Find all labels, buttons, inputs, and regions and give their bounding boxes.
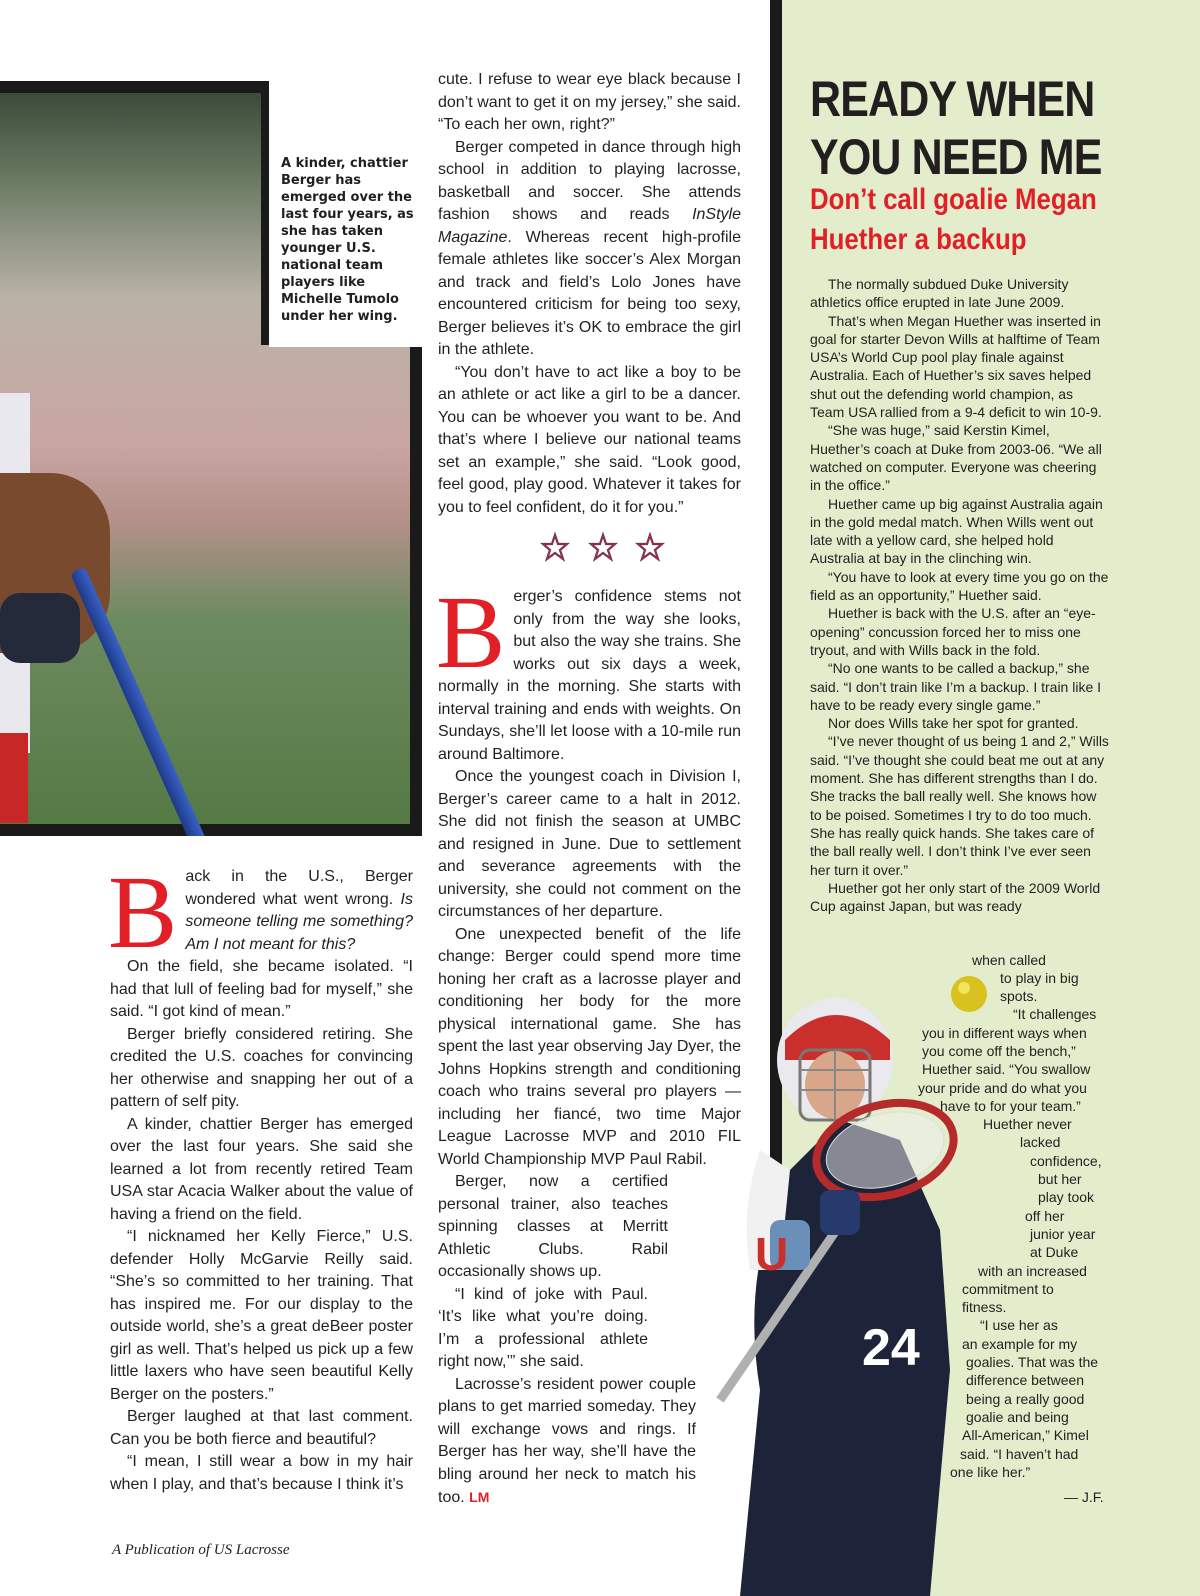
sidebar-paragraph: That’s when Megan Huether was inserted in goal for starter Devon Wills at halftime of Team USA’s World Cup pool play finale against Australia. Each of Huether’s six saves helped shut out the defending world champion, as Team USA rallied from a 9-4 deficit to win 10-9. (810, 312, 1102, 421)
sidebar-body (810, 275, 1110, 915)
wrap-line: lacked (1020, 1134, 1061, 1150)
wrap-line: confidence, (1030, 1153, 1102, 1169)
paragraph-text: . Whereas recent high-profile female athletes like soccer’s Alex Morgan and track and field’s Lolo Jones have encountered criticism for being too sexy, Berger believes it’s OK to embrace the girl in the athlete. (438, 228, 741, 358)
wrap-line: goalies. That was the (966, 1354, 1099, 1370)
wrap-line: with an increased (978, 1263, 1087, 1279)
paragraph: Berger briefly considered retiring. She credited the U.S. coaches for convincing her otherwise and snapping her out of a pattern of self pity. (110, 1025, 413, 1110)
article-column-middle-bottom (436, 575, 741, 1510)
wrap-line: difference between (966, 1372, 1085, 1388)
paragraph: Once the youngest coach in Division I, Berger’s career came to a halt in 2012. She did not finish the season at UMBC and resigned in June. Due to settlement and severance agreements with the university, she could not comment on the circumstances of her departure. (438, 768, 741, 920)
sidebar-paragraph: Huether got her only start of the 2009 World Cup against Japan, but was ready (810, 879, 1101, 915)
wrap-line: said. “I haven’t had (960, 1446, 1079, 1462)
paragraph (438, 137, 741, 362)
paragraph-text: Berger competed in dance through high school in addition to playing lacrosse, basketball and soccer. She attends fashion shows and reads (438, 138, 741, 223)
drop-cap: B (436, 575, 506, 690)
wrap-line: off her (1025, 1208, 1065, 1224)
wrap-line: an example for my (962, 1336, 1078, 1352)
player-shorts (0, 733, 28, 823)
paragraph: “I nicknamed her Kelly Fierce,” U.S. defender Holly McGarvie Reilly said. “She’s so committed to her training. That has inspired me. For our display to the outside world, she’s a great deBeer poster girl as well. That’s helped us pick up a few little laxers who have seen beautiful Kelly Berger on the posters.” (110, 1228, 413, 1403)
paragraph: One unexpected benefit of the life change: Berger could spend more time honing her craft as a lacrosse player and conditioning her body for the more physical international game. She has spent the last year observing Jay Dyer, the Johns Hopkins strength and conditioning coach who trains several pro players — including her fiancé, two time Major League Lacrosse MVP and 2010 FIL World Championship MVP Paul Rabil. (438, 925, 741, 1168)
wrap-line: Huether said. “You swallow (922, 1061, 1091, 1077)
wrap-line: “I use her as (980, 1317, 1058, 1333)
paragraph: “I mean, I still wear a bow in my hair when I play, and that’s because I think it’s (110, 1453, 413, 1493)
paragraph (436, 575, 741, 766)
drop-cap: B (108, 855, 178, 970)
article-column-middle-top (438, 69, 741, 519)
italic-text: InStyle Magazine (438, 206, 741, 246)
wrap-line: when called (972, 952, 1046, 968)
article-column-left (108, 855, 413, 1496)
paragraph: “I kind of joke with Paul. ‘It’s like what you’re doing. I’m a professional athlete right now,’” she said. (438, 1285, 648, 1370)
lacrosse-ball-icon (950, 975, 988, 1013)
paragraph: Berger, now a certified personal trainer, also teaches spinning classes at Merritt Athletic Clubs. Rabil occasionally shows up. (438, 1173, 668, 1280)
sidebar-byline: — J.F. (1064, 1489, 1104, 1505)
wrap-line: goalie and being (966, 1409, 1069, 1425)
lacrosse-stick (70, 566, 223, 836)
italic-text: Is someone telling me something? Am I not meant for this? (185, 890, 413, 953)
paragraph: “You don’t have to act like a boy to be an athlete or act like a girl to be a dancer. You can be whoever you want to be. And that’s where I believe our national teams set an example,” she said. “Look good, feel good, play good. Whatever it takes for you to feel confident, do it for you.” (438, 363, 741, 516)
sidebar-headline: READY WHEN YOU NEED ME (810, 71, 1102, 185)
paragraph: cute. I refuse to wear eye black because I don’t want to get it on my jersey,” she said. “To each her own, right?” (438, 71, 741, 133)
sidebar-paragraph: “No one wants to be called a backup,” she said. “I don’t train like I’m a backup. I train like I have to be ready every single game.” (810, 660, 1102, 713)
sidebar-paragraph: Huether came up big against Australia again in the gold medal match. When Wills went out late with a yellow card, she helped hold Australia at bay in the clinching win. (810, 495, 1103, 567)
sidebar-paragraph: “I’ve never thought of us being 1 and 2,” Wills said. “I’ve thought she could beat me out at any moment. She has different strengths than I do. She tracks the ball really well. She knows how to be poised. Sometimes I try to do too much. She has really quick hands. She takes care of the ball really well. I don’t think I’ve ever seen her turn it over.” (810, 733, 1109, 878)
sidebar-paragraph: The normally subdued Duke University athletics office erupted in late June 2009. (810, 276, 1069, 311)
wrap-line: but her (1038, 1171, 1082, 1187)
paragraph (108, 855, 413, 970)
wrap-line: to play in big (1000, 970, 1079, 986)
wrap-line: junior year (1030, 1226, 1096, 1242)
wrap-line: your pride and do what you (918, 1080, 1087, 1096)
paragraph: A kinder, chattier Berger has emerged over the last four years. She said she learned a lot from recently retired Team USA star Acacia Walker about the value of having a friend on the field. (110, 1115, 413, 1223)
wrap-line: Huether never (983, 1116, 1072, 1132)
wrap-line: “It challenges (1013, 1006, 1097, 1022)
sidebar-paragraph: “You have to look at every time you go on the field as an opportunity,” Huether said. (810, 568, 1109, 604)
wrap-line: being a really good (966, 1391, 1085, 1407)
star-divider (540, 528, 670, 566)
wrap-line: fitness. (962, 1299, 1007, 1315)
wrap-line: spots. (1000, 988, 1038, 1004)
sidebar-deck: Don’t call goalie Megan Huether a backup (810, 183, 1097, 256)
wrap-line: at Duke (1030, 1244, 1079, 1260)
wrap-line: you in different ways when (922, 1025, 1087, 1041)
wrap-line: have to for your team.” (940, 1098, 1081, 1114)
paragraph-text: erger’s confidence stems not only from the way she looks, but also the way she trains. She works out six days a week, normally in the morning. She starts with interval training and ends with weights. On Sundays, she’ll let loose with a 10-mile run around Baltimore. (438, 588, 741, 763)
paragraph (438, 1374, 696, 1510)
sidebar-paragraph: Nor does Wills take her spot for granted. (828, 715, 1079, 732)
publication-footer: A Publication of US Lacrosse (112, 1542, 290, 1558)
photo-caption: A kinder, chattier Berger has emerged over the last four years, as she has taken younger U.S. national team players like Michelle Tumolo under her wing. (281, 156, 414, 324)
svg-text:24: 24 (862, 1319, 920, 1377)
sidebar-paragraph: Huether is back with the U.S. after an “eye-opening” concussion forced her to miss one tryout, and with Wills back in the fold. (810, 605, 1096, 658)
player-glove (0, 593, 80, 663)
end-mark: LM (469, 1489, 490, 1505)
wrap-line: All-American,” Kimel (962, 1427, 1089, 1443)
paragraph: Berger laughed at that last comment. Can you be both fierce and beautiful? (110, 1408, 413, 1448)
paragraph-text: ack in the U.S., Berger wondered what went wrong. (185, 868, 413, 908)
wrap-line: one like her.” (950, 1464, 1031, 1480)
wrap-line: you come off the bench,” (922, 1043, 1076, 1059)
wrap-line: play took (1038, 1189, 1095, 1205)
svg-text:U: U (755, 1228, 789, 1280)
paragraph: On the field, she became isolated. “I had that lull of feeling bad for myself,” she said. “I got kind of mean.” (110, 958, 413, 1020)
sidebar-paragraph: “She was huge,” said Kerstin Kimel, Huether’s coach at Duke from 2003-06. “We all watched on computer. Everyone was cheering in the office.” (810, 422, 1102, 494)
wrap-line: commitment to (962, 1281, 1054, 1297)
paragraph-text: Lacrosse’s resident power couple plans to get married someday. They will exchange vows and rings. If Berger has her way, she’ll have the bling around her neck to match his too. (438, 1375, 696, 1506)
